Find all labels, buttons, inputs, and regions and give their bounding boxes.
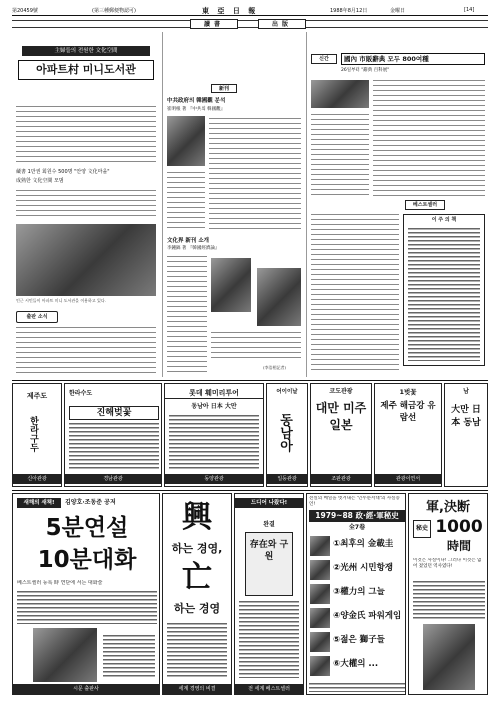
book-cover-3 — [257, 268, 301, 326]
article-headline: 아파트村 미니도서관 — [18, 60, 154, 80]
speech-ad-details — [17, 590, 157, 624]
military-ad-caption: 이것은 사실이다! 그러나 이것은 없어 졌었던 역사였다! — [413, 558, 482, 569]
travel-ad-6-line: 제주 해금강 유람선 — [380, 401, 436, 423]
travel-ad-3-name: 롯데 훼미리투어 — [165, 388, 263, 399]
management-ad-top: 興 — [182, 500, 212, 535]
travel-ad-1[interactable] — [12, 383, 62, 487]
secret-ad-item-3: ③權力의 그늘 — [333, 587, 385, 597]
travel-ad-2-name: 한라수도 — [69, 390, 93, 397]
travel-ad-5-company: 조판관광 — [311, 474, 371, 484]
book-ads — [12, 490, 488, 696]
middle-footer-note: (李浩相記者) — [263, 365, 287, 370]
travel-ad-3-company: 동양관광 — [165, 474, 263, 484]
article-body-bottom — [16, 325, 156, 373]
travel-ad-7-line: 大만 日本 동남 — [451, 405, 481, 428]
page-header — [12, 6, 488, 16]
military-ad-tag: 秘史 — [413, 520, 431, 538]
secret-ad-portrait-5 — [310, 632, 330, 652]
middle-sub-headline: 文化界 新刊 소개 — [167, 238, 209, 244]
management-ad-footer: 세계 경영의 비결 — [163, 684, 231, 694]
weekday: 金曜日 — [390, 8, 406, 14]
travel-ad-5[interactable] — [310, 383, 372, 487]
secret-ad-headline: 1979~88 政·經·軍秘史 — [309, 510, 405, 522]
travel-ad-2-details — [69, 422, 159, 470]
speech-ad-big-1: 5분연설 — [45, 515, 129, 541]
travel-ad-5-line: 대만 미주 일본 — [315, 401, 367, 432]
right-body-1 — [373, 78, 485, 198]
right-tag: 신간 — [311, 54, 337, 64]
travel-ad-7-name: 남 — [463, 388, 469, 395]
existence-ad-cover — [245, 532, 293, 596]
article-kicker: 主婦들의 전원한 文化空間 — [22, 46, 150, 56]
page-number: [14] — [464, 7, 475, 13]
travel-ad-4-line: 동남아 — [277, 412, 292, 452]
military-ad-headline-2: 1000 — [435, 517, 483, 537]
middle-body-1b — [167, 170, 205, 232]
travel-ad-3-line: 동남아 日本 大만 — [191, 403, 237, 410]
secret-ad-item-1: ①최후의 金載圭 — [333, 539, 394, 549]
masthead: 東 亞 日 報 — [202, 6, 259, 15]
middle-headline: 中共政府의 韓國觀 분석 — [167, 98, 226, 104]
photo-caption: 인근 시민들이 아파트 미니 도서관을 이용하고 있다. — [16, 298, 107, 303]
travel-ad-1-company: 신아관광 — [13, 474, 61, 484]
secret-ad-item-5: ⑤젊은 獅子들 — [333, 635, 385, 645]
book-cover-2 — [211, 258, 251, 312]
military-ad-headline-1: 軍,決断 — [426, 500, 470, 515]
secret-ad-item-2: ②光州 시민항쟁 — [333, 563, 394, 573]
travel-ad-4-name: 어이이날 — [276, 389, 298, 395]
middle-body-1 — [209, 116, 301, 232]
travel-ad-2-company: 경남관광 — [65, 474, 161, 484]
license-note: (第三種郵便物認可) — [92, 8, 136, 14]
existence-ad-label: 완결 — [263, 521, 275, 528]
travel-ad-4[interactable] — [266, 383, 308, 487]
middle-sub-byline: 李鍾鎬 著 『韓國經濟論』 — [167, 246, 220, 251]
speech-ad-publisher: 시문 출판사 — [13, 684, 159, 694]
section-tab-publishing: 出版 — [258, 19, 306, 29]
article-subhead-1: 蔵書 1만권 회원수 500명 "안양 文化마을" — [16, 169, 110, 175]
travel-ad-1-line: 한라구두 — [28, 416, 38, 452]
military-ad-headline-3: 時間 — [446, 539, 471, 553]
secret-ad-footer — [309, 682, 405, 692]
bestseller-tag: 베스트셀러 — [405, 200, 445, 210]
secret-ad-portrait-1 — [310, 536, 330, 556]
travel-ad-4-company: 일등관광 — [267, 474, 307, 484]
book-cover-1 — [167, 116, 205, 166]
travel-ad-2[interactable] — [64, 383, 162, 487]
right-subhead: 26일부터 "辭典 百科展" — [341, 68, 390, 73]
travel-ad-5-name: 코도관광 — [329, 388, 353, 395]
article-subhead-2: 成熟한 文化空間 모범 — [16, 178, 64, 184]
speech-ad-tag: 새해의 새책! — [17, 498, 61, 508]
travel-ad-7[interactable] — [444, 383, 488, 487]
right-photo — [311, 80, 369, 108]
right-article — [306, 32, 488, 377]
speech-ad-blurb: 베스트셀러 등록 時 연단에 서는 대화술 — [17, 580, 103, 586]
travel-ad-2-line: 진해벚꽃 — [69, 406, 159, 420]
secret-ad-item-4: ④양金氏 파워게임 — [333, 611, 402, 621]
management-ad-details — [167, 622, 227, 678]
issue-number: 第20459號 — [12, 8, 38, 14]
secret-ad-item-6: ⑥大權의 ... — [333, 659, 379, 669]
speech-ad-photo — [33, 628, 97, 682]
middle-body-3 — [211, 330, 301, 362]
article-photo — [16, 224, 156, 296]
section-bar — [12, 20, 488, 28]
travel-ad-6-company: 관광이연서 — [375, 474, 441, 484]
speech-ad-book — [103, 634, 155, 678]
section-tab-reading: 讀書 — [190, 19, 238, 29]
military-ad-photo — [423, 624, 475, 690]
speech-ad-big-2: 10분대화 — [37, 547, 137, 573]
book-ad-speech[interactable] — [12, 493, 160, 695]
secret-ad-volumes: 全7卷 — [348, 524, 366, 531]
secret-ad-portrait-4 — [310, 608, 330, 628]
left-article — [12, 32, 160, 377]
right-body-2 — [311, 212, 399, 372]
secret-ad-portrait-2 — [310, 560, 330, 580]
existence-ad-footer: 전 세계 베스트셀러 — [235, 684, 303, 694]
news-badge: 출판 소식 — [16, 311, 58, 323]
secret-ad-portrait-6 — [310, 656, 330, 676]
weekly-list-items — [408, 227, 480, 361]
article-body-mid — [16, 188, 156, 220]
right-headline: 國內 市販辭典 모두 800여種 — [341, 53, 485, 65]
middle-byline: 崔明根 著 『中共의 韓國觀』 — [167, 107, 226, 112]
travel-ad-6-name: 1벚꽃 — [399, 388, 417, 396]
existence-ad-details — [239, 600, 299, 678]
management-ad-mid-3: 하는 경영 — [173, 602, 221, 615]
article-body-top — [16, 104, 156, 166]
existence-ad-title: 存在와 구원 — [249, 540, 289, 562]
issue-date: 1988年8月12日 — [330, 8, 368, 14]
secret-ad-portrait-3 — [310, 584, 330, 604]
right-body-1b — [311, 112, 369, 198]
middle-tag: 新刊 — [211, 84, 237, 93]
travel-ad-3[interactable] — [164, 383, 264, 487]
travel-ad-3-grid — [169, 414, 259, 470]
travel-ad-6[interactable] — [374, 383, 442, 487]
weekly-list-title: 이 주 의 책 — [431, 217, 457, 223]
book-ad-management[interactable] — [162, 493, 232, 695]
book-ad-secret-history[interactable] — [306, 493, 406, 695]
existence-ad-top: 드디어 나왔다! — [235, 498, 303, 508]
management-ad-mid-2: 亡 — [182, 560, 212, 595]
travel-ad-1-name: 제주도 — [26, 392, 48, 400]
speech-ad-author: 김양호·조동준 공저 — [65, 499, 116, 506]
weekly-book-list — [403, 214, 485, 366]
book-ad-military[interactable] — [408, 493, 488, 695]
secret-ad-kicker: 전실의 베일을 벗겨내는 '인두룬서대'의 사실증언! — [309, 496, 400, 507]
management-ad-mid-1: 하는 경영, — [171, 542, 223, 555]
middle-body-2 — [167, 254, 207, 372]
military-ad-details — [413, 580, 485, 620]
book-ad-existence[interactable] — [234, 493, 304, 695]
middle-article — [162, 32, 304, 377]
travel-ad-strip — [12, 380, 488, 488]
